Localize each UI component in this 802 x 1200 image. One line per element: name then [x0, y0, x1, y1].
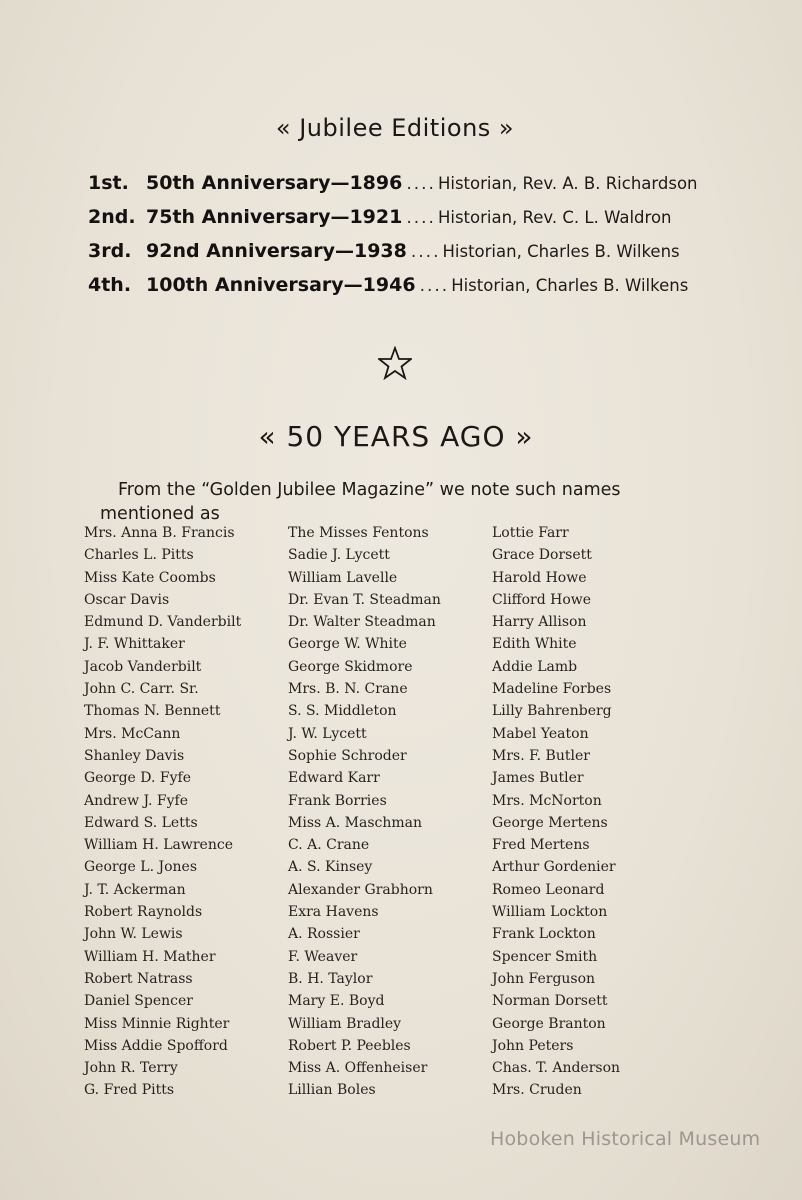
name-entry: Mrs. Anna B. Francis: [84, 525, 235, 541]
name-entry: George W. White: [288, 636, 407, 653]
name-entry: John Ferguson: [492, 970, 596, 987]
name-entry: Harold Howe: [492, 569, 587, 586]
name-entry: Mabel Yeaton: [492, 725, 589, 742]
intro-paragraph: From the “Golden Jubilee Magazine” we note such names mentioned as: [100, 480, 621, 524]
name-entry: Miss Minnie Righter: [84, 1015, 230, 1032]
name-entry: B. H. Taylor: [288, 970, 373, 987]
name-entry: S. S. Middleton: [288, 703, 397, 720]
name-entry: J. W. Lycett: [288, 725, 367, 742]
edition-row: [88, 206, 788, 240]
name-entry: Frank Borries: [288, 792, 387, 809]
name-entry: William H. Mather: [84, 948, 216, 965]
name-entry: James Butler: [492, 770, 584, 787]
edition-historian: Historian, Charles B. Wilkens: [451, 276, 689, 295]
name-entry: Alexander Grabhorn: [288, 881, 433, 898]
name-entry: William H. Lawrence: [84, 837, 233, 854]
edition-historian: Historian, Rev. A. B. Richardson: [437, 174, 698, 193]
edition-ordinal: 2nd.: [88, 206, 136, 228]
name-entry: Miss A. Maschman: [288, 814, 423, 831]
edition-anniversary: 92nd Anniversary—1938: [146, 240, 407, 262]
edition-row: [88, 274, 788, 308]
name-entry: George Branton: [492, 1015, 606, 1032]
museum-watermark: Hoboken Historical Museum: [490, 1128, 761, 1150]
name-entry: Edmund D. Vanderbilt: [84, 614, 242, 631]
name-entry: Romeo Leonard: [492, 881, 605, 898]
name-entry: Mrs. F. Butler: [492, 747, 590, 764]
name-entry: Miss Addie Spofford: [84, 1037, 228, 1054]
name-entry: Mrs. B. N. Crane: [288, 681, 408, 698]
edition-row: [88, 172, 788, 206]
name-entry: Lilly Bahrenberg: [492, 703, 612, 720]
name-entry: Exra Havens: [288, 904, 379, 921]
name-entry: George D. Fyfe: [84, 770, 192, 787]
name-entry: A. S. Kinsey: [288, 859, 373, 876]
name-entry: Oscar Davis: [84, 591, 170, 608]
name-entry: William Lavelle: [288, 569, 398, 586]
name-entry: Charles L. Pitts: [84, 547, 194, 564]
fifty-years-ago-heading: « 50 YEARS AGO »: [258, 420, 534, 453]
name-entry: Shanley Davis: [84, 747, 185, 764]
name-entry: Thomas N. Bennett: [84, 703, 221, 720]
name-entry: Miss Kate Coombs: [84, 569, 216, 586]
name-entry: Addie Lamb: [492, 658, 578, 675]
name-entry: Edith White: [492, 636, 577, 653]
name-entry: Clifford Howe: [492, 591, 592, 608]
star-outline-icon: [378, 346, 412, 380]
name-entry: Grace Dorsett: [492, 547, 592, 564]
name-entry: Robert Raynolds: [84, 904, 203, 921]
name-entry: Dr. Walter Steadman: [288, 614, 436, 631]
name-entry: William Lockton: [492, 904, 608, 921]
name-entry: Edward S. Letts: [84, 814, 198, 831]
edition-leader-dots: ....: [419, 276, 450, 296]
name-entry: Mary E. Boyd: [288, 993, 385, 1010]
name-entry: Robert P. Peebles: [288, 1037, 411, 1054]
name-entry: Robert Natrass: [84, 970, 193, 987]
edition-anniversary: 100th Anniversary—1946: [146, 274, 416, 296]
edition-leader-dots: ....: [406, 208, 436, 228]
name-entry: Dr. Evan T. Steadman: [288, 591, 441, 608]
edition-anniversary: 50th Anniversary—1896: [146, 172, 403, 194]
name-entry: C. A. Crane: [288, 837, 370, 854]
name-entry: Sophie Schroder: [288, 747, 407, 764]
edition-ordinal: 3rd.: [88, 240, 132, 262]
edition-ordinal: 4th.: [88, 274, 132, 296]
name-entry: Arthur Gordenier: [492, 859, 616, 876]
name-entry: Norman Dorsett: [492, 993, 608, 1010]
editions-list: [88, 172, 788, 308]
name-entry: Spencer Smith: [492, 948, 598, 965]
name-entry: George Mertens: [492, 814, 608, 831]
edition-row: [88, 240, 788, 274]
edition-historian: Historian, Charles B. Wilkens: [442, 242, 680, 261]
name-entry: Fred Mertens: [492, 837, 590, 854]
name-entry: Sadie J. Lycett: [288, 547, 390, 564]
name-entry: Mrs. McCann: [84, 725, 181, 742]
name-entry: The Misses Fentons: [288, 525, 429, 541]
name-entry: Edward Karr: [288, 770, 380, 787]
name-entry: William Bradley: [288, 1015, 402, 1032]
names-column-3: [492, 522, 620, 1102]
edition-leader-dots: ....: [410, 242, 441, 262]
name-entry: Mrs. McNorton: [492, 792, 602, 809]
name-entry: John Peters: [492, 1037, 574, 1054]
name-entry: Andrew J. Fyfe: [84, 792, 189, 809]
name-entry: John R. Terry: [84, 1060, 178, 1077]
name-entry: Madeline Forbes: [492, 681, 612, 698]
name-entry: John W. Lewis: [84, 926, 183, 943]
name-entry: F. Weaver: [288, 948, 358, 965]
name-entry: John C. Carr. Sr.: [84, 681, 199, 698]
name-entry: Harry Allison: [492, 614, 587, 631]
name-entry: George Skidmore: [288, 658, 413, 675]
name-entry: Mrs. Cruden: [492, 1082, 582, 1099]
jubilee-editions-heading: « Jubilee Editions »: [275, 114, 515, 142]
name-entry: Jacob Vanderbilt: [84, 658, 202, 675]
names-column-2: [288, 522, 441, 1102]
name-entry: Lottie Farr: [492, 525, 569, 541]
name-entry: Miss A. Offenheiser: [288, 1060, 428, 1077]
name-entry: A. Rossier: [288, 926, 360, 943]
name-entry: Lillian Boles: [288, 1082, 376, 1099]
name-entry: J. T. Ackerman: [84, 881, 186, 898]
edition-ordinal: 1st.: [88, 172, 129, 194]
edition-historian: Historian, Rev. C. L. Waldron: [437, 208, 672, 227]
name-entry: J. F. Whittaker: [84, 636, 185, 653]
name-entry: Frank Lockton: [492, 926, 596, 943]
name-entry: George L. Jones: [84, 859, 198, 876]
name-entry: Daniel Spencer: [84, 993, 193, 1010]
edition-anniversary: 75th Anniversary—1921: [146, 206, 403, 228]
names-column-1: [84, 522, 241, 1102]
name-entry: G. Fred Pitts: [84, 1082, 175, 1099]
name-entry: Chas. T. Anderson: [492, 1060, 621, 1077]
edition-leader-dots: ....: [406, 174, 436, 194]
